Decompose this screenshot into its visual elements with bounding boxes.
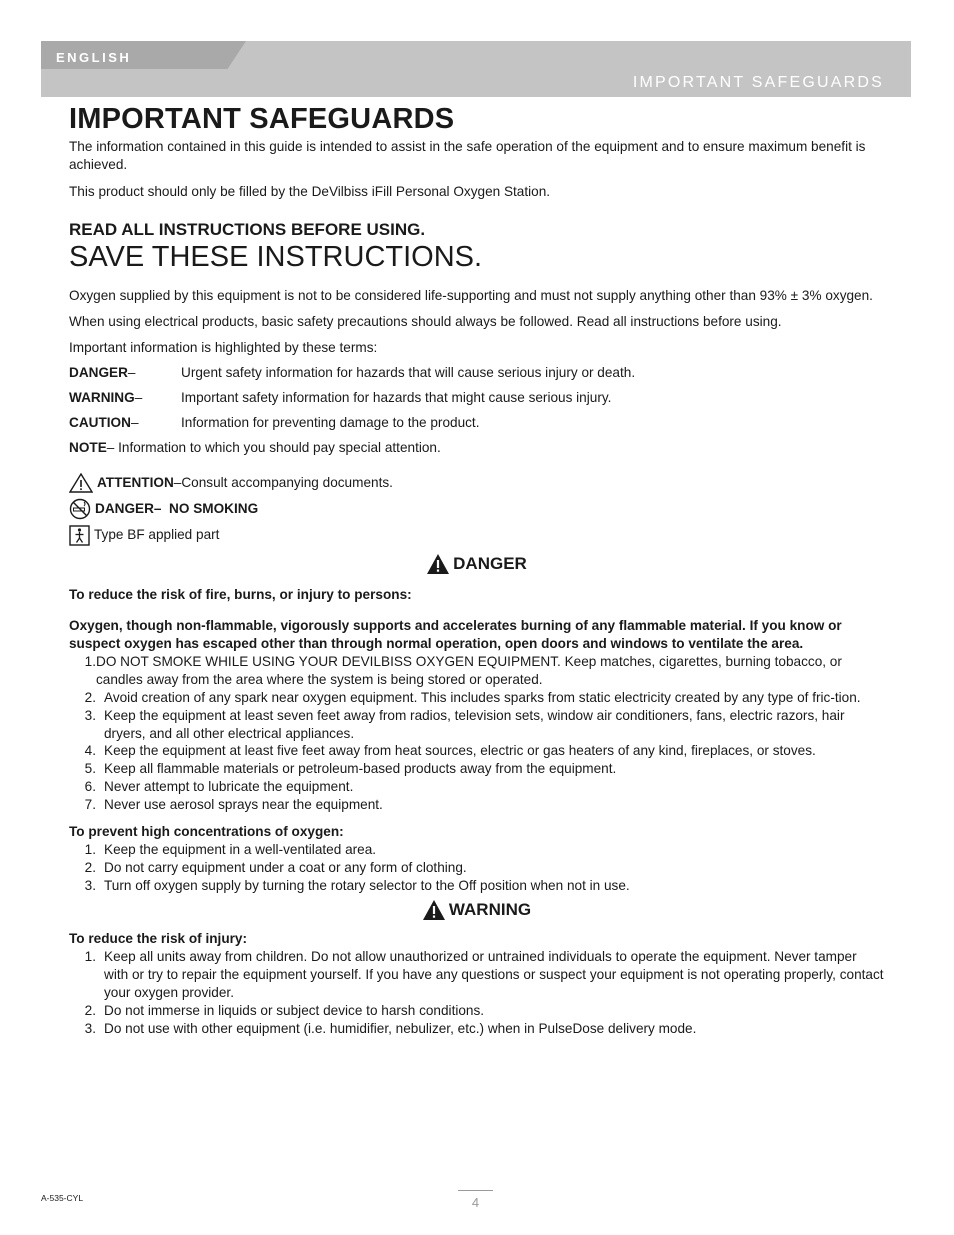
list-number: 2.	[84, 1003, 96, 1019]
term-label: DANGER	[69, 364, 128, 380]
no-smoking-icon	[69, 498, 91, 520]
list-item	[69, 948, 884, 1002]
list-item	[69, 760, 884, 778]
list-number: 2.	[84, 860, 96, 876]
term-separator: –	[127, 364, 136, 380]
list-text: Never use aerosol sprays near the equipment.	[104, 797, 383, 813]
list-item	[69, 778, 884, 796]
reduce-injury-heading: To reduce the risk of injury:	[69, 931, 248, 947]
note-label: NOTE	[69, 439, 107, 455]
attention-description: –Consult accompanying documents.	[173, 474, 393, 490]
list-number: 4.	[84, 743, 96, 759]
list-number: 3.	[84, 878, 96, 894]
oxygen-warning-paragraph: Oxygen, though non-flammable, vigorously supports and accelerates burning of any flammable material. If you know or suspect oxygen has escaped other than through normal operation, open doors and windows to ventilate the area.	[69, 617, 842, 651]
list-number: 3.	[84, 707, 96, 723]
attention-label: ATTENTION	[97, 474, 174, 490]
list-text: Avoid creation of any spark near oxygen equipment. This includes sparks from static electricity created by any type of fric-tion.	[104, 689, 861, 705]
list-text: Do not immerse in liquids or subject device to harsh conditions.	[104, 1003, 485, 1019]
term-label: CAUTION	[69, 414, 131, 430]
page-number: 4	[471, 1195, 480, 1210]
list-text: Never attempt to lubricate the equipment.	[104, 779, 354, 795]
page-number-rule	[458, 1190, 493, 1191]
danger-warning-icon	[426, 553, 450, 575]
intro-paragraph-2: This product should only be filled by the DeVilbiss iFill Personal Oxygen Station.	[69, 183, 551, 199]
list-item	[69, 742, 884, 760]
electrical-paragraph: When using electrical products, basic safety precautions should always be followed. Read all instructions before using.	[69, 313, 782, 329]
term-separator: –	[130, 414, 139, 430]
section-title: IMPORTANT SAFEGUARDS	[632, 74, 884, 91]
list-item	[69, 859, 884, 877]
term-separator: –	[134, 389, 143, 405]
list-text: Keep all flammable materials or petroleum-based products away from the equipment.	[104, 761, 617, 777]
list-item	[69, 653, 884, 689]
list-item	[69, 707, 884, 743]
list-number: 3.	[84, 1021, 96, 1037]
important-info-paragraph: Important information is highlighted by these terms:	[69, 339, 378, 355]
symbol-attention	[69, 473, 884, 493]
prevent-oxygen-heading: To prevent high concentrations of oxygen:	[69, 824, 344, 840]
attention-triangle-icon	[69, 473, 93, 493]
save-instructions-heading: SAVE THESE INSTRUCTIONS.	[69, 241, 483, 274]
read-all-heading: READ ALL INSTRUCTIONS BEFORE USING.	[69, 219, 426, 239]
type-bf-description: Type BF applied part	[94, 527, 220, 543]
danger-heading-label: DANGER	[453, 553, 527, 573]
term-danger	[69, 364, 884, 382]
term-label: WARNING	[69, 389, 135, 405]
document-code: A-535-CYL	[41, 1193, 84, 1203]
list-number: 1.	[84, 842, 96, 858]
warning-list	[69, 948, 884, 1038]
symbol-type-bf	[69, 525, 884, 546]
intro-paragraph-1: The information contained in this guide is intended to assist in the safe operation of the equipment and to ensure maximum benefit is achieved.	[69, 138, 866, 172]
warning-heading-label: WARNING	[448, 899, 532, 919]
list-number: 6.	[84, 779, 96, 795]
warning-heading	[69, 899, 884, 921]
list-number: 1.	[84, 949, 96, 965]
page-content	[69, 104, 884, 1038]
reduce-fire-heading: To reduce the risk of fire, burns, or injury to persons:	[69, 586, 412, 602]
warning-triangle-icon	[422, 899, 446, 921]
list-number: 1.	[84, 653, 96, 669]
list-item	[69, 1002, 884, 1020]
page-title: IMPORTANT SAFEGUARDS	[69, 103, 455, 135]
list-number: 2.	[84, 689, 96, 705]
oxygen-supply-paragraph: Oxygen supplied by this equipment is not to be considered life-supporting and must not supply anything other than 93% ± 3% oxygen.	[69, 287, 873, 303]
list-text: Keep the equipment at least seven feet away from radios, television sets, window air conditioners, fans, electric razors, hair dryers, and all other electrical appliances.	[104, 707, 845, 741]
list-item	[69, 841, 884, 859]
term-warning	[69, 389, 884, 407]
list-item	[69, 1020, 884, 1038]
list-text: DO NOT SMOKE WHILE USING YOUR DEVILBISS OXYGEN EQUIPMENT. Keep matches, cigarettes, burning tobacco, or candles away from the area where the system is being stored or operated.	[96, 653, 842, 687]
term-caution	[69, 414, 884, 432]
term-note	[69, 439, 884, 457]
danger-heading	[69, 553, 884, 575]
list-text: Keep all units away from children. Do not allow unauthorized or untrained individuals to operate the equipment. Never tamper with or try to repair the equipment yourself. If you have any questions or suspect your equipment is not operating properly, contact your oxygen provider.	[104, 949, 884, 1001]
term-description: Information for preventing damage to the product.	[181, 414, 480, 430]
type-bf-icon	[69, 525, 90, 546]
list-text: Do not carry equipment under a coat or any form of clothing.	[104, 860, 467, 876]
list-text: Keep the equipment in a well-ventilated area.	[104, 842, 377, 858]
list-item	[69, 689, 884, 707]
symbol-no-smoking	[69, 498, 884, 520]
list-number: 5.	[84, 761, 96, 777]
list-item	[69, 796, 884, 814]
list-text: Turn off oxygen supply by turning the rotary selector to the Off position when not in use.	[104, 878, 630, 894]
term-description: Important safety information for hazards that might cause serious injury.	[181, 389, 612, 405]
no-smoking-label: DANGER– NO SMOKING	[95, 500, 259, 516]
term-description: Urgent safety information for hazards that will cause serious injury or death.	[181, 364, 636, 380]
language-tab-label: ENGLISH	[56, 50, 132, 65]
note-description: – Information to which you should pay special attention.	[106, 439, 441, 455]
prevent-list	[69, 841, 884, 895]
list-text: Do not use with other equipment (i.e. humidifier, nebulizer, etc.) when in PulseDose delivery mode.	[104, 1021, 697, 1037]
list-number: 7.	[84, 797, 96, 813]
list-text: Keep the equipment at least five feet away from heat sources, electric or gas heaters of any kind, fireplaces, or stoves.	[104, 743, 816, 759]
danger-list	[69, 653, 884, 814]
list-item	[69, 877, 884, 895]
